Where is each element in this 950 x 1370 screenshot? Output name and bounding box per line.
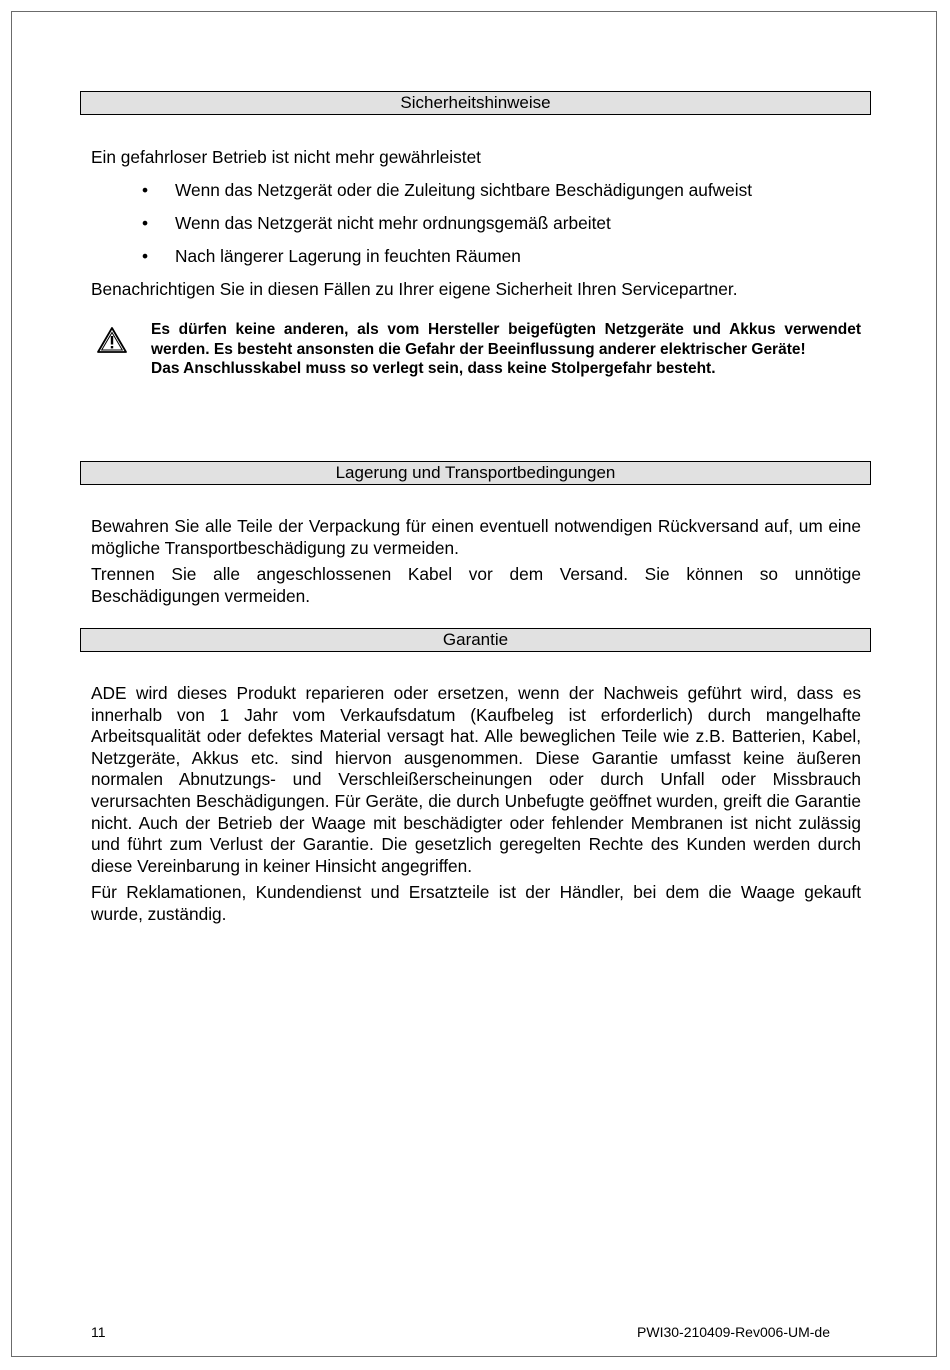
warranty-body — [91, 683, 861, 926]
list-item-text: Nach längerer Lagerung in feuchten Räumen — [175, 246, 521, 266]
list-item — [142, 212, 611, 234]
warning-line: Es dürfen keine anderen, als vom Hersteller beigefügten Netzgeräte und Akkus verwendet werden. Es besteht ansonsten die Gefahr der Beeinflussung anderer elektrischer Geräte! — [151, 321, 861, 358]
list-item — [142, 179, 752, 201]
bullet-icon: • — [142, 180, 149, 200]
warning-line: Das Anschlusskabel muss so verlegt sein, dass keine Stolpergefahr besteht. — [151, 360, 716, 377]
list-item-text: Wenn das Netzgerät oder die Zuleitung sichtbare Beschädigungen aufweist — [175, 180, 753, 200]
safety-notice: Benachrichtigen Sie in diesen Fällen zu Ihrer eigene Sicherheit Ihren Servicepartner. — [91, 279, 738, 299]
warning-triangle-icon — [96, 326, 128, 354]
safety-intro: Ein gefahrloser Betrieb ist nicht mehr gewährleistet — [91, 147, 481, 167]
paragraph: ADE wird dieses Produkt reparieren oder ersetzen, wenn der Nachweis geführt wird, dass es innerhalb von 1 Jahr vom Verkaufsdatum (Kaufbeleg ist erforderlich) durch mangelhafte Arbeitsqualität oder defektes Material versagt hat. Alle beweglichen Teile wie z.B. Batterien, Kabel, Netzgeräte, Akkus etc. sind hiervon ausgenommen. Diese Garantie umfasst keine äußeren normalen Abnutzungs- und Verschleißerscheinungen oder durch Unfall oder Missbrauch verursachten Beschädigungen. Für Geräte, die durch Unbefugte geöffnet wurden, greift die Garantie nicht. Auch der Betrieb der Waage mit beschädigter oder fehlender Membranen ist nicht zulässig und führt zum Verlust der Garantie. Die gesetzlich geregelten Rechte des Kunden werden durch diese Vereinbarung in keiner Hinsicht angegriffen. — [91, 683, 861, 876]
paragraph: Trennen Sie alle angeschlossenen Kabel vor dem Versand. Sie können so unnötige Beschädigungen vermeiden. — [91, 564, 861, 606]
paragraph: Für Reklamationen, Kundendienst und Ersatzteile ist der Händler, bei dem die Waage gekauft wurde, zuständig. — [91, 882, 861, 924]
page-number: 11 — [91, 1324, 106, 1340]
paragraph: Bewahren Sie alle Teile der Verpackung für einen eventuell notwendigen Rückversand auf, um eine mögliche Transportbeschädigung zu vermeiden. — [91, 516, 861, 558]
bullet-icon: • — [142, 213, 149, 233]
section-heading-storage: Lagerung und Transportbedingungen — [80, 461, 871, 485]
list-item — [142, 245, 521, 267]
document-id: PWI30-210409-Rev006-UM-de — [637, 1324, 830, 1340]
warning-notice — [151, 320, 861, 379]
list-item-text: Wenn das Netzgerät nicht mehr ordnungsgemäß arbeitet — [175, 213, 611, 233]
storage-body — [91, 516, 861, 607]
section-heading-warranty: Garantie — [80, 628, 871, 652]
section-heading-safety: Sicherheitshinweise — [80, 91, 871, 115]
bullet-icon: • — [142, 246, 149, 266]
